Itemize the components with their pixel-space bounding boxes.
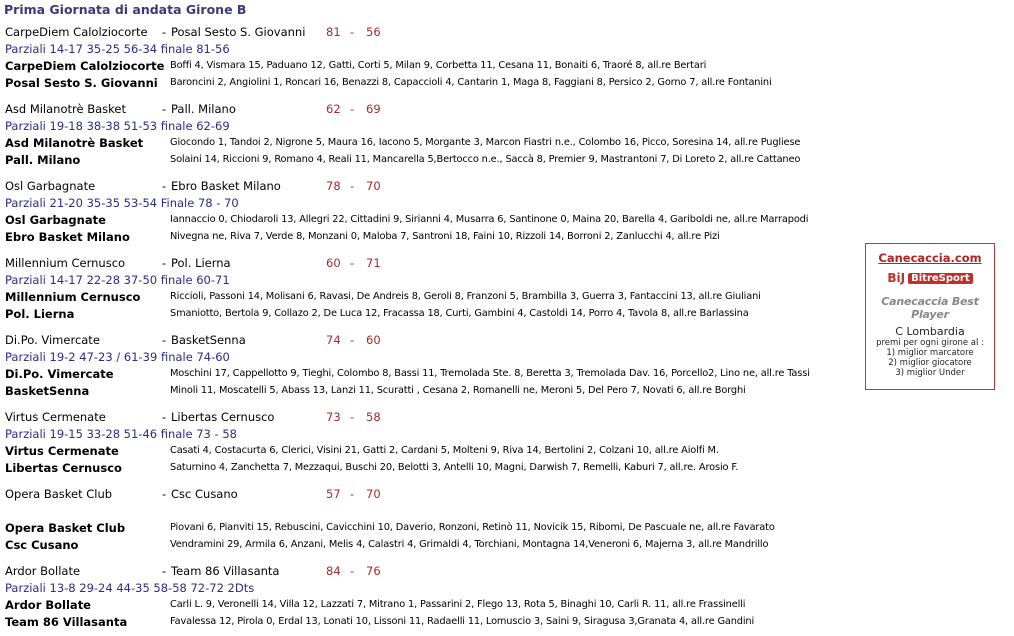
away-team: Csc Cusano: [171, 487, 238, 501]
matchup-row: [5, 25, 855, 42]
away-roster-players: Baroncini 2, Angiolini 1, Roncari 16, Benazzi 8, Capaccioli 4, Cantarin 1, Maga 8, Faggiani 8, Persico 2, Gorno 7, all.re Fontanini: [170, 77, 772, 88]
away-roster-team: Csc Cusano: [5, 538, 79, 552]
away-roster-players: Vendramini 29, Armila 6, Anzani, Melis 4, Calastri 4, Grimaldi 4, Torchiani, Montagna 14,Veneroni 6, Majerna 3, all.re Mandrillo: [170, 539, 769, 550]
home-score: 78: [326, 179, 341, 193]
home-score: 62: [326, 102, 341, 116]
away-roster-row: [5, 615, 855, 632]
matchup-separator: -: [162, 25, 167, 39]
away-roster-players: Nivegna ne, Riva 7, Verde 8, Monzani 0, Maloba 7, Santroni 18, Faini 10, Rizzoli 14, Borroni 2, Zanlucchi 4, all.re Pizi: [170, 231, 720, 242]
score-separator: -: [350, 256, 355, 270]
away-roster-team: Posal Sesto S. Giovanni: [5, 76, 158, 90]
score-separator: -: [350, 410, 355, 424]
sponsor-ad-box[interactable]: [865, 243, 995, 390]
home-roster-players: Casati 4, Costacurta 6, Clerici, Visini 21, Gatti 2, Cardani 5, Molteni 9, Riva 14, Bertolini 2, Colzani 10, all.re Aiolfi M.: [170, 445, 719, 456]
away-roster-players: Favalessa 12, Pirola 0, Erdal 13, Lonati 10, Lissoni 11, Radaelli 11, Lomuscio 3, Saini 9, Siragusa 3,Granata 4, all.re Gandini: [170, 616, 755, 627]
game-block: [5, 564, 855, 632]
away-score: 69: [366, 102, 381, 116]
partial-scores: Parziali 19-15 33-28 51-46 finale 73 - 58: [5, 427, 237, 441]
game-block: [5, 179, 855, 247]
matchup-separator: -: [162, 256, 167, 270]
matchup-row: [5, 564, 855, 581]
home-score: 84: [326, 564, 341, 578]
partial-scores: Parziali 19-18 38-38 51-53 finale 62-69: [5, 119, 230, 133]
home-roster-players: Piovani 6, Pianviti 15, Rebuscini, Cavicchini 10, Daverio, Ronzoni, Retinò 11, Novicik 15, Ribomi, De Pascuale ne, all.re Favarato: [170, 522, 775, 533]
home-roster-team: Millennium Cernusco: [5, 290, 141, 304]
home-team: CarpeDiem Calolziocorte: [5, 25, 148, 39]
home-roster-team: Virtus Cermenate: [5, 444, 119, 458]
home-roster-row: [5, 367, 855, 384]
matchup-row: [5, 256, 855, 273]
away-team: Pall. Milano: [171, 102, 236, 116]
ad-prize-3: 3) miglior Under: [895, 368, 965, 378]
home-score: 57: [326, 487, 341, 501]
away-score: 60: [366, 333, 381, 347]
home-roster-row: [5, 444, 855, 461]
away-roster-row: [5, 76, 855, 93]
home-roster-team: Asd Milanotrè Basket: [5, 136, 144, 150]
away-team: Ebro Basket Milano: [171, 179, 281, 193]
away-roster-row: [5, 230, 855, 247]
home-team: Ardor Bollate: [5, 564, 81, 578]
away-score: 56: [366, 25, 381, 39]
sponsor-logo: [885, 269, 975, 287]
away-roster-team: Libertas Cernusco: [5, 461, 122, 475]
matchup-row: [5, 410, 855, 427]
game-block: [5, 256, 855, 324]
away-roster-row: [5, 384, 855, 401]
ad-region: C Lombardia: [895, 325, 965, 338]
home-roster-row: [5, 59, 855, 76]
home-score: 81: [326, 25, 341, 39]
home-roster-players: Moschini 17, Cappellotto 9, Tieghi, Colombo 8, Bassi 11, Tremolada Ste. 8, Beretta 3, Tremolada Dav. 16, Porcello2, Lino ne, all.re Tassi: [170, 368, 810, 379]
home-roster-players: Riccioli, Passoni 14, Molisani 6, Ravasi, De Andreis 8, Geroli 8, Franzoni 5, Brambilla 3, Guerra 3, Fantaccini 13, all.re Giuliani: [170, 291, 761, 302]
away-roster-team: Ebro Basket Milano: [5, 230, 130, 244]
away-roster-players: Minoli 11, Moscatelli 5, Abass 13, Lanzi 11, Scuratti , Cesana 2, Romanelli ne, Meroni 5, Del Pero 7, Novati 6, all.re Borghi: [170, 385, 746, 396]
away-roster-team: Team 86 Villasanta: [5, 615, 128, 629]
away-roster-team: Pall. Milano: [5, 153, 81, 167]
ad-prize-1: 1) miglior marcatore: [886, 348, 974, 358]
away-roster-players: Solaini 14, Riccioni 9, Romano 4, Reali 11, Mancarella 5,Bertocco n.e., Saccà 8, Premier 9, Mastrantoni 7, Di Loreto 2, all.re Cattaneo: [170, 154, 801, 165]
partial-scores: Parziali 14-17 22-28 37-50 finale 60-71: [5, 273, 230, 287]
game-block: [5, 487, 855, 555]
away-team: Team 86 Villasanta: [171, 564, 280, 578]
matchup-separator: -: [162, 410, 167, 424]
game-block: [5, 410, 855, 478]
home-roster-row: [5, 213, 855, 230]
matchup-row: [5, 179, 855, 196]
away-team: BasketSenna: [171, 333, 246, 347]
score-separator: -: [350, 179, 355, 193]
away-team: Pol. Lierna: [171, 256, 231, 270]
away-roster-row: [5, 461, 855, 478]
home-roster-players: Iannaccio 0, Chiodaroli 13, Allegri 22, Cittadini 9, Sirianni 4, Musarra 6, Santinone 0, Maina 20, Barella 4, Gariboldi ne, all.re Marrapodi: [170, 214, 809, 225]
matchup-separator: -: [162, 102, 167, 116]
home-roster-players: Boffi 4, Vismara 15, Paduano 12, Gatti, Corti 5, Milan 9, Corbetta 11, Cesana 11, Bonaiti 6, Traoré 8, all.re Bertari: [170, 60, 707, 71]
home-team: Osl Garbagnate: [5, 179, 96, 193]
partial-scores: Parziali 14-17 35-25 56-34 finale 81-56: [5, 42, 230, 56]
game-block: [5, 333, 855, 401]
home-roster-row: [5, 136, 855, 153]
score-separator: -: [350, 25, 355, 39]
home-roster-row: [5, 598, 855, 615]
matchup-row: [5, 333, 855, 350]
away-roster-players: Saturnino 4, Zanchetta 7, Mezzaqui, Buschi 20, Belotti 3, Antelli 10, Magni, Darwish 7, Remelli, Kaburi 7, all.re. Arosio F.: [170, 462, 739, 473]
game-block: [5, 25, 855, 93]
ad-site-link[interactable]: Canecaccia.com: [878, 251, 982, 265]
away-score: 58: [366, 410, 381, 424]
away-roster-row: [5, 153, 855, 170]
matchup-row: [5, 487, 855, 504]
home-roster-team: Di.Po. Vimercate: [5, 367, 114, 381]
home-roster-team: Ardor Bollate: [5, 598, 91, 612]
away-score: 76: [366, 564, 381, 578]
away-team: Posal Sesto S. Giovanni: [171, 25, 306, 39]
home-roster-row: [5, 521, 855, 538]
away-score: 70: [366, 487, 381, 501]
page-title: Prima Giornata di andata Girone B: [4, 2, 247, 17]
ad-prize-intro: premi per ogni girone al :: [876, 338, 984, 348]
partial-scores: [5, 504, 855, 521]
partial-scores: Parziali 13-8 29-24 44-35 58-58 72-72 2Dts: [5, 581, 255, 595]
matchup-row: [5, 102, 855, 119]
away-roster-row: [5, 538, 855, 555]
matchup-separator: -: [162, 564, 167, 578]
score-separator: -: [350, 333, 355, 347]
home-roster-players: Giocondo 1, Tandoi 2, Nigrone 5, Maura 16, Iacono 5, Morgante 3, Marcon Fiastri n.e., Colombo 16, Picco, Soresina 14, all.re Pugliese: [170, 137, 801, 148]
score-separator: -: [350, 102, 355, 116]
matchup-separator: -: [162, 179, 167, 193]
away-roster-team: Pol. Lierna: [5, 307, 75, 321]
score-separator: -: [350, 564, 355, 578]
matchup-separator: -: [162, 487, 167, 501]
home-roster-team: CarpeDiem Calolziocorte: [5, 59, 165, 73]
home-team: Virtus Cermenate: [5, 410, 106, 424]
away-score: 70: [366, 179, 381, 193]
sponsor-logo-name: BitreSport: [908, 273, 973, 284]
home-roster-row: [5, 290, 855, 307]
home-score: 74: [326, 333, 341, 347]
home-team: Di.Po. Vimercate: [5, 333, 100, 347]
partial-scores: Parziali 19-2 47-23 / 61-39 finale 74-60: [5, 350, 230, 364]
away-score: 71: [366, 256, 381, 270]
away-roster-team: BasketSenna: [5, 384, 90, 398]
home-roster-team: Opera Basket Club: [5, 521, 126, 535]
away-roster-row: [5, 307, 855, 324]
home-roster-players: Carli L. 9, Veronelli 14, Villa 12, Lazzati 7, Mitrano 1, Passarini 2, Flego 13, Rota 5, Binaghi 10, Carli R. 11, all.re Frassinelli: [170, 599, 746, 610]
game-block: [5, 102, 855, 170]
partial-scores: Parziali 21-20 35-35 53-54 Finale 78 - 70: [5, 196, 239, 210]
matchup-separator: -: [162, 333, 167, 347]
sponsor-logo-mark: BiJ: [887, 271, 906, 285]
ad-prize-2: 2) miglior giocatore: [888, 358, 972, 368]
home-team: Opera Basket Club: [5, 487, 113, 501]
score-separator: -: [350, 487, 355, 501]
home-team: Asd Milanotrè Basket: [5, 102, 126, 116]
home-team: Millennium Cernusco: [5, 256, 126, 270]
away-team: Libertas Cernusco: [171, 410, 275, 424]
away-roster-players: Smaniotto, Bertola 9, Collazo 2, De Luca 12, Fracassa 18, Curti, Gambini 4, Castoldi 14, Porro 4, Tavola 8, all.re Barlassina: [170, 308, 749, 319]
home-roster-team: Osl Garbagnate: [5, 213, 106, 227]
home-score: 60: [326, 256, 341, 270]
home-score: 73: [326, 410, 341, 424]
ad-best-player-heading: Canecaccia Best Player: [881, 295, 979, 321]
